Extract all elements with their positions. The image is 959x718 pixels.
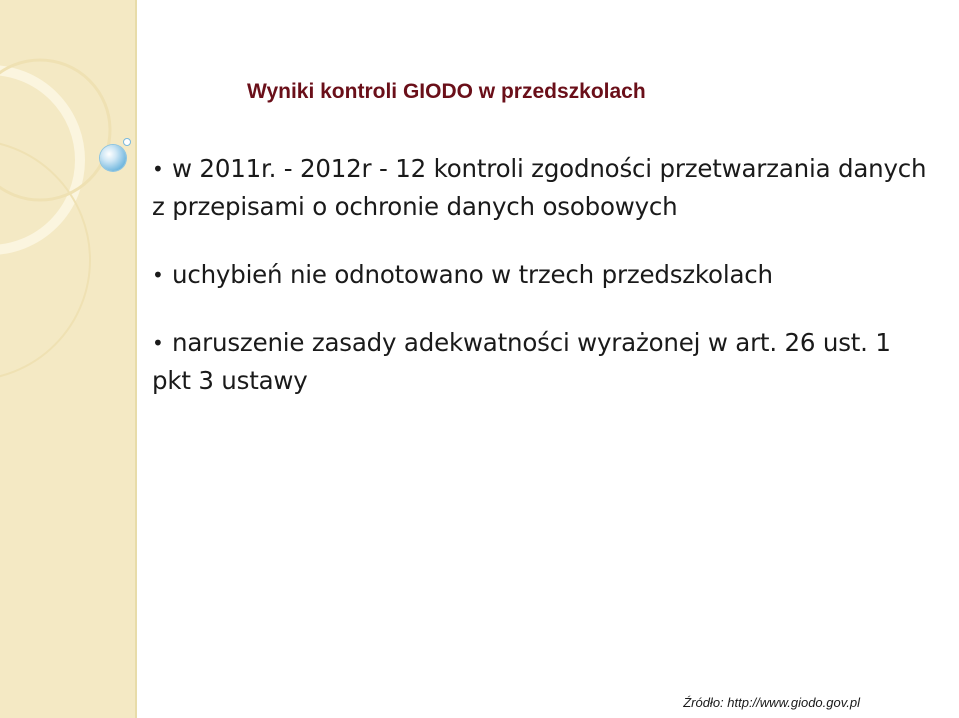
source-note: Źródło: http://www.giodo.gov.pl: [683, 695, 860, 710]
bullet-dot-icon: •: [152, 263, 164, 287]
bullet-dot-icon: •: [152, 331, 164, 355]
bullet-text: naruszenie zasady adekwatności wyrażonej w art. 26 ust. 1 pkt 3 ustawy: [152, 328, 891, 395]
bullet-item: [152, 150, 932, 226]
bullet-list: [152, 150, 932, 430]
ring-circle-icon: [123, 138, 131, 146]
bullet-item: [152, 324, 932, 400]
bullet-text: uchybień nie odnotowano w trzech przedszkolach: [172, 260, 773, 289]
bubble-circle-icon: [100, 145, 126, 171]
band-divider: [135, 0, 137, 718]
slide-title: Wyniki kontroli GIODO w przedszkolach: [247, 80, 646, 103]
band-swirl-graphic: [0, 0, 135, 718]
bullet-text: w 2011r. - 2012r - 12 kontroli zgodności przetwarzania danych z przepisami o ochronie danych osobowych: [152, 154, 927, 221]
decorative-band: [0, 0, 135, 718]
bullet-item: [152, 256, 932, 294]
bullet-dot-icon: •: [152, 157, 164, 181]
